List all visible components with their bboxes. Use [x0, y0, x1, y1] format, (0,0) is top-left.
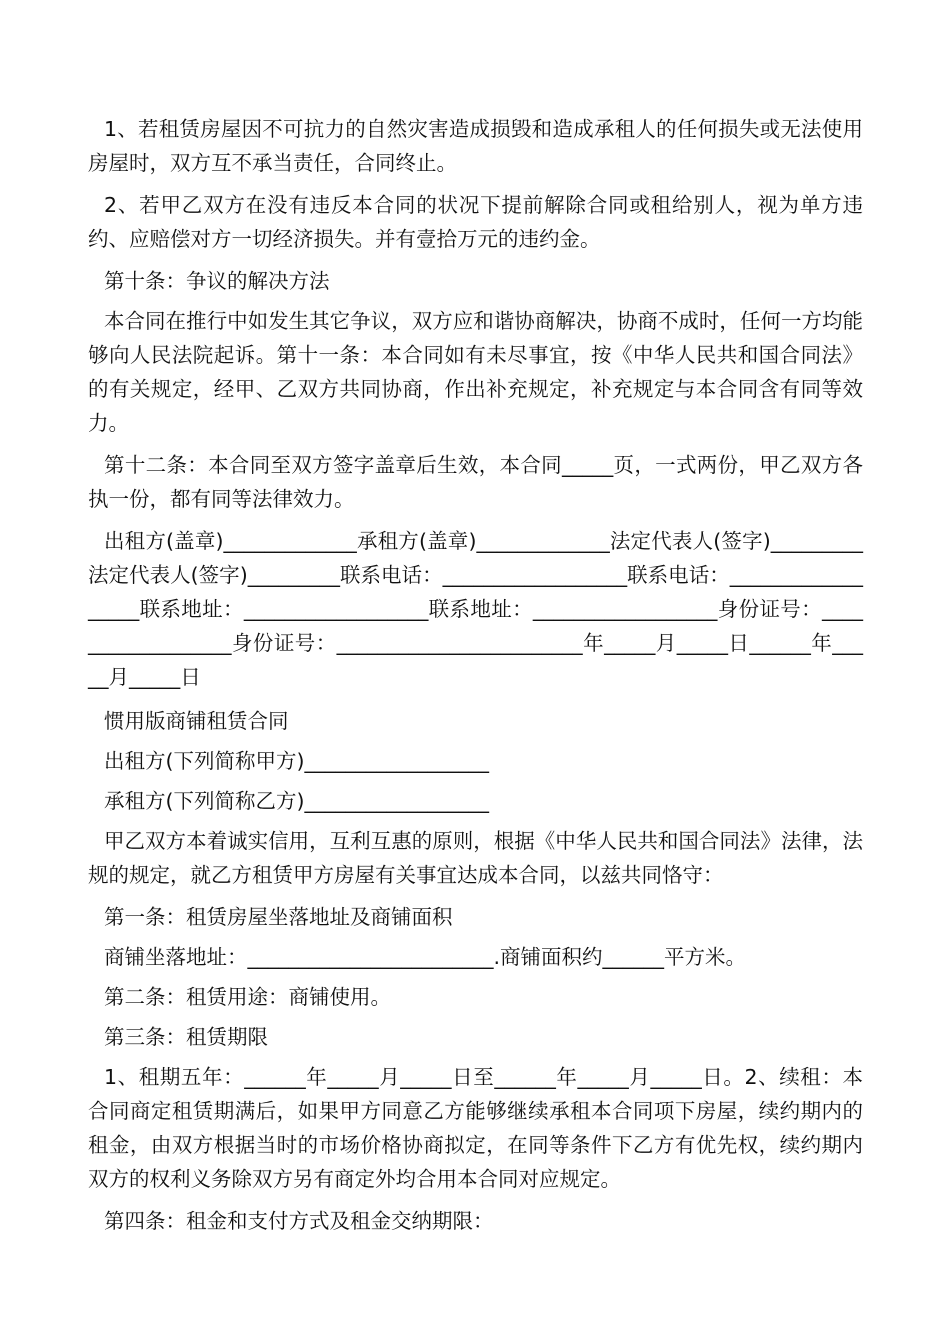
- paragraph-force-majeure: 1、若租赁房屋因不可抗力的自然灾害造成损毁和造成承租人的任何损失或无法使用房屋时，双方互不承当责任，合同终止。: [88, 117, 863, 175]
- heading-article-4: 第四条：租金和支付方式及租金交纳期限：: [104, 1209, 494, 1233]
- heading-article-1: 第一条：租赁房屋坐落地址及商铺面积: [104, 905, 453, 929]
- paragraph-preamble: 甲乙双方本着诚实信用，互利互惠的原则，根据《中华人民共和国合同法》法律，法规的规定，就乙方租赁甲方房屋有关事宜达成本合同，以兹共同恪守：: [88, 829, 863, 887]
- document-page: [88, 112, 863, 1246]
- paragraph-signature-block: 出租方(盖章)_____________承租方(盖章)_____________法定代表人(签字)_________法定代表人(签字)_________联系电话：__________________联系电话：__________________联系地址：__________________联系地址：__________________身份证号：__________________身份证号：________________________年_____月_____日______年_____月_____日: [88, 529, 863, 689]
- paragraph-article-12: 第十二条：本合同至双方签字盖章后生效，本合同_____页，一式两份，甲乙双方各执一份，都有同等法律效力。: [88, 453, 863, 511]
- paragraph-lease-term: 1、租期五年：______年_____月_____日至______年_____月_____日。2、续租：本合同商定租赁期满后，如果甲方同意乙方能够继续承租本合同项下房屋，续约期内的租金，由双方根据当时的市场价格协商拟定，在同等条件下乙方有优先权，续约期内双方的权利义务除双方另有商定外均合用本合同对应规定。: [88, 1065, 863, 1191]
- paragraph-lessee: 承租方(下列简称乙方)__________________: [104, 789, 489, 813]
- paragraph-shop-address: 商铺坐落地址：________________________.商铺面积约______平方米。: [104, 945, 747, 969]
- heading-article-3: 第三条：租赁期限: [104, 1025, 268, 1049]
- document-title: 惯用版商铺租赁合同: [104, 709, 289, 733]
- paragraph-dispute-resolution: 本合同在推行中如发生其它争议，双方应和谐协商解决，协商不成时，任何一方均能够向人民法院起诉。第十一条：本合同如有未尽事宜，按《中华人民共和国合同法》的有关规定，经甲、乙双方共同协商，作出补充规定，补充规定与本合同含有同等效力。: [88, 309, 863, 435]
- heading-article-10: 第十条：争议的解决方法: [104, 269, 330, 293]
- paragraph-early-termination: 2、若甲乙双方在没有违反本合同的状况下提前解除合同或租给别人，视为单方违约、应赔偿对方一切经济损失。并有壹拾万元的违约金。: [88, 193, 863, 251]
- heading-article-2: 第二条：租赁用途：商铺使用。: [104, 985, 391, 1009]
- paragraph-lessor: 出租方(下列简称甲方)__________________: [104, 749, 489, 773]
